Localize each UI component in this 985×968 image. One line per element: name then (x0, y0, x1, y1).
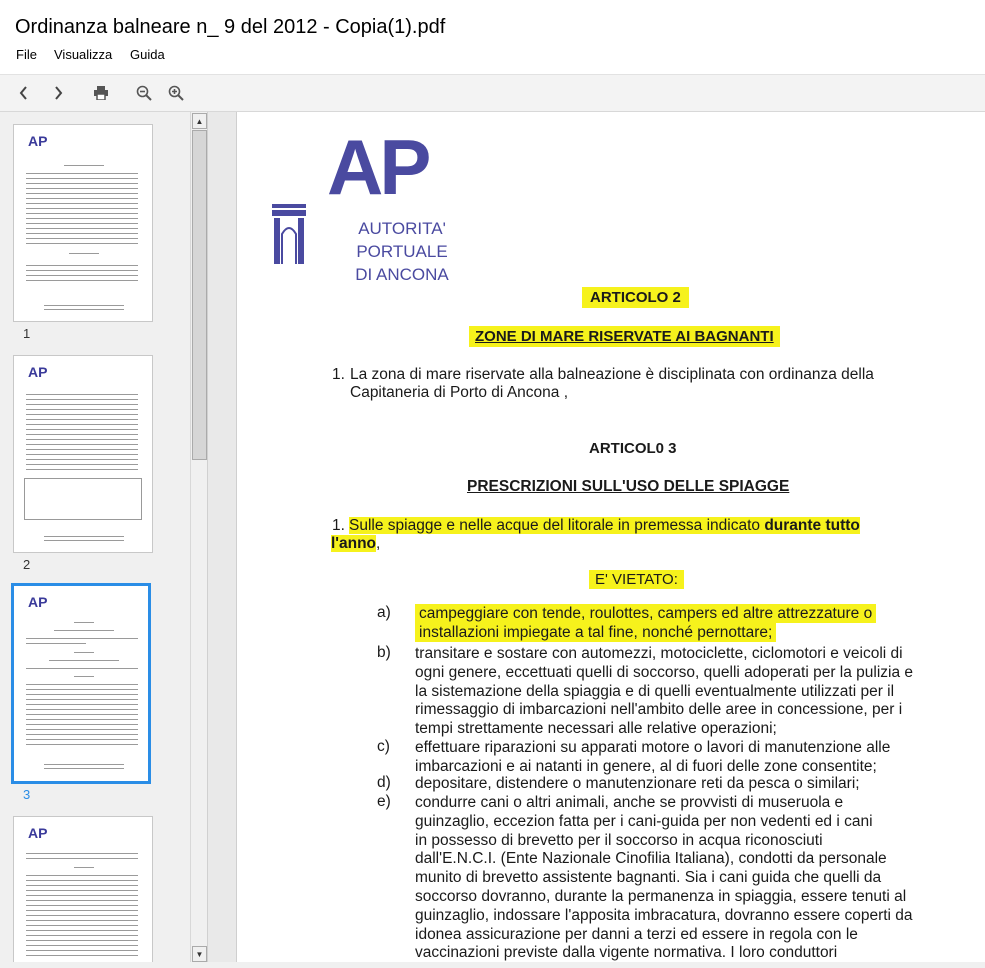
art2-title: ARTICOLO 2 (582, 287, 689, 308)
item-letter: b) (377, 644, 391, 661)
art3-p1-text-c: l'anno (331, 535, 377, 552)
scroll-up-arrow[interactable]: ▲ (192, 113, 207, 129)
item-line: depositare, distendere o manutenzionare reti da pesca o similari; (415, 775, 860, 792)
thumb-logo: AP (28, 825, 48, 841)
page-thumbnail-4[interactable] (13, 816, 153, 968)
art3-p1-text-a: Sulle spiagge e nelle acque del litorale in premessa indicato (349, 517, 765, 534)
page-thumbnail-3[interactable] (11, 583, 151, 784)
pdf-page (236, 112, 985, 968)
item-line: dall'E.N.C.I. (Ente Nazionale Cinofilia Italiana), condotti da personale (415, 850, 887, 868)
thumb-label-1: 1 (23, 326, 31, 341)
menu-file[interactable]: File (16, 47, 37, 62)
art3-subtitle: PRESCRIZIONI SULL'USO DELLE SPIAGGE (467, 478, 790, 495)
page-thumbnail-2[interactable] (13, 355, 153, 553)
art2-p1-line1: La zona di mare riservate alla balneazione è disciplinata con ordinanza della (350, 366, 874, 383)
art3-title: ARTICOL0 3 (589, 440, 677, 457)
item-letter: d) (377, 774, 391, 791)
art2-p1-line2: Capitaneria di Porto di Ancona , (350, 384, 568, 401)
item-line: rimessaggio di imbarcazioni nell'ambito delle aree in concessione, per i (415, 701, 903, 719)
item-line: guinzaglio, indossare l'apposita imbracatura, dovranno essere coperti da (415, 906, 913, 924)
menu-bar (0, 40, 985, 74)
logo-mark: AP (327, 123, 428, 211)
toolbar (0, 74, 985, 112)
horizontal-scrollbar[interactable] (0, 962, 985, 968)
item-line: transitare e sostare con automezzi, motociclette, ciclomotori e veicoli di (415, 645, 903, 662)
item-line: soccorso dovranno, durante la permanenza in spiaggia, essere tenuti al (415, 888, 907, 905)
logo-line-1: AUTORITA' PORTUALE (356, 219, 448, 261)
logo-line-2: DI ANCONA (355, 265, 449, 284)
page-thumbnail-1[interactable] (13, 124, 153, 322)
window-title: Ordinanza balneare n_ 9 del 2012 - Copia(1).pdf (15, 16, 446, 38)
thumb-logo: AP (28, 133, 48, 149)
item-line: ogni genere, eccettuati quelli di soccorso, quelli adoperati per la pulizia e (415, 663, 914, 681)
menu-view[interactable]: Visualizza (54, 47, 113, 62)
art3-p1-line1 (349, 516, 860, 535)
chevron-left-icon[interactable] (12, 82, 36, 104)
item-line: idonea assicurazione per danni a terzi ed essere in regola con le (415, 925, 858, 943)
item-line: vaccinazioni previste dalla vigente normativa. I loro conduttori (415, 944, 838, 962)
thumb-label-2: 2 (23, 557, 31, 572)
item-line: imbarcazioni e ai natanti in genere, al di fuori delle zone consentite; (415, 757, 877, 775)
logo-text (327, 217, 477, 286)
menu-help[interactable]: Guida (130, 47, 165, 62)
art3-p1-text-b: durante tutto (764, 517, 860, 534)
chevron-right-icon[interactable] (46, 82, 70, 104)
art3-p1-text-d: , (376, 535, 381, 552)
item-line: la sistemazione della spiaggia e di quelli eventualmente utilizzati per il (415, 682, 895, 700)
art2-subtitle: ZONE DI MARE RISERVATE AI BAGNANTI (469, 326, 780, 347)
arch-logo-icon (270, 204, 308, 268)
item-letter: c) (377, 738, 390, 755)
printer-icon[interactable] (89, 82, 113, 104)
thumb-label-3: 3 (23, 787, 31, 802)
document-viewer[interactable] (208, 112, 985, 968)
zoom-in-icon[interactable] (164, 82, 188, 104)
thumbnail-sidebar[interactable] (0, 112, 208, 968)
thumb-logo: AP (28, 594, 48, 610)
title-bar (0, 0, 985, 40)
thumb-logo: AP (28, 364, 48, 380)
scroll-down-arrow[interactable]: ▼ (192, 946, 207, 962)
item-line: guinzaglio, eccezion fatta per i cani-guida per non vedenti ed i cani (415, 812, 873, 830)
zoom-out-icon[interactable] (132, 82, 156, 104)
art2-p1-num: 1. (332, 366, 345, 383)
item-letter: a) (377, 604, 391, 621)
item-line: effettuare riparazioni su apparati motore o lavori di manutenzione alle (415, 739, 891, 756)
item-line: installazioni impiegate a tal fine, nonché pernottare; (415, 623, 776, 642)
item-line: condurre cani o altri animali, anche se provvisti di museruola e (415, 794, 844, 811)
art3-p1-num: 1. (332, 517, 345, 534)
art3-p1-line2 (331, 534, 380, 553)
item-line: tempi strettamente necessari alle relative operazioni; (415, 720, 777, 738)
item-line: campeggiare con tende, roulottes, campers ed altre attrezzature o (415, 604, 876, 623)
sidebar-scrollbar[interactable] (190, 112, 207, 968)
scroll-thumb[interactable] (192, 130, 207, 460)
item-line: in possesso di brevetto per il soccorso in acqua riconosciuti (415, 831, 823, 849)
vietato-heading: E' VIETATO: (589, 570, 684, 589)
item-letter: e) (377, 793, 391, 810)
item-line: munito di brevetto assistente bagnanti. Sia i cani guida che quelli da (415, 869, 882, 887)
